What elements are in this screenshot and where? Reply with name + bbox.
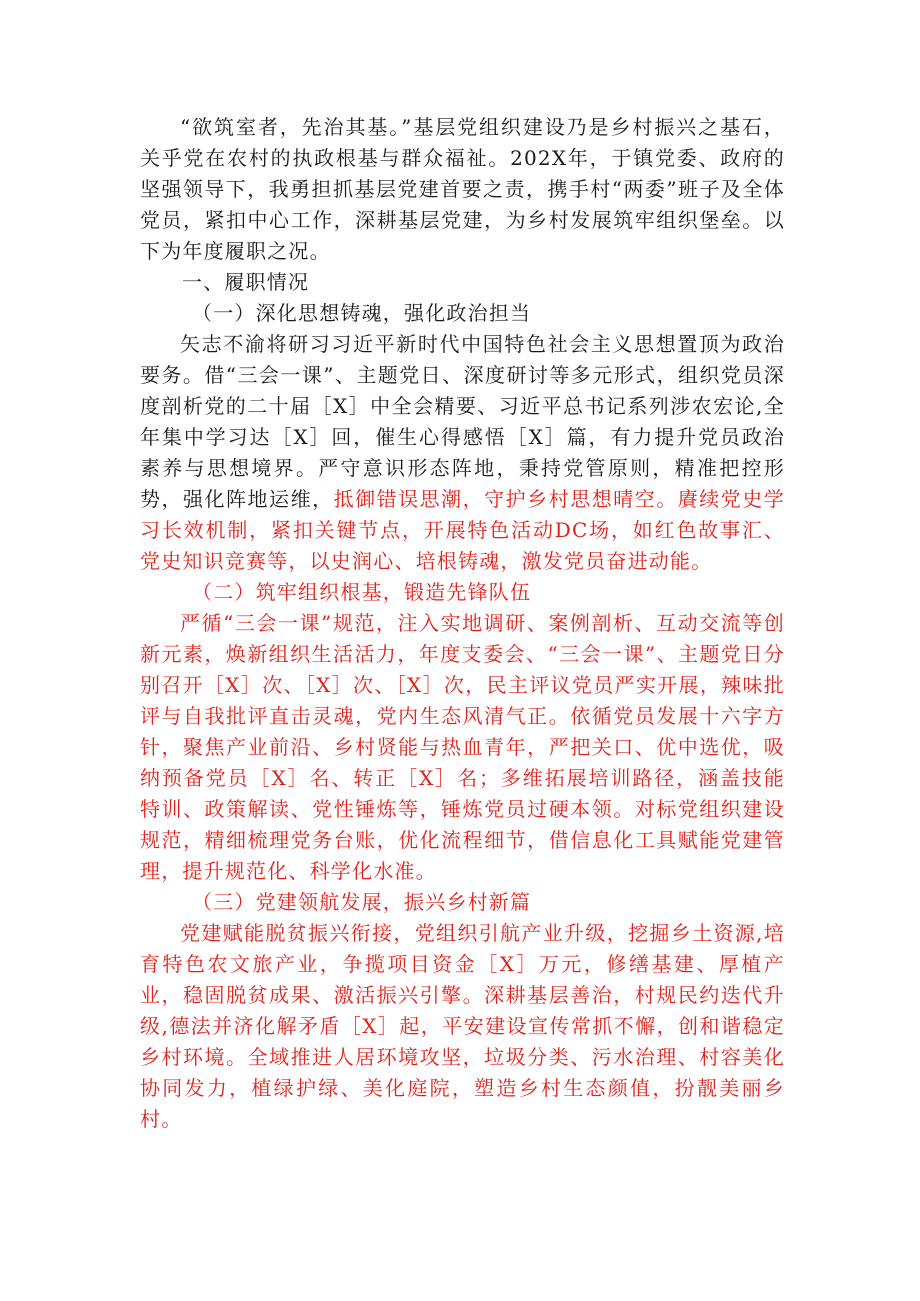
subsection-1-text: 矢志不渝将研习习近平新时代中国特色社会主义思想置顶为政治要务。借“三会一课”、主题党日、深度研讨等多元形式，组织党员深度剖析党的二十届［X］中全会精要、习近平总书记系列涉农宏论,全年集中学习达［X］回，催生心得感悟［X］篇，有力提升党员政治素养与思想境界。严守意识形态阵地，秉持党管原则，精准把控形势，强化阵地运维， (140, 332, 785, 511)
subsection-2-paragraph: 严循“三会一课”规范，注入实地调研、案例剖析、互动交流等创新元素，焕新组织生活活力，年度支委会、“三会一课”、主题党日分别召开［X］次、［X］次、［X］次，民主评议党员严实开展，辣味批评与自我批评直击灵魂，党内生态风清气正。依循党员发展十六字方针，聚焦产业前沿、乡村贤能与热血青年，严把关口、优中选优，吸纳预备党员［X］名、转正［X］名；多维拓展培训路径，涵盖技能特训、政策解读、党性锤炼等，锤炼党员过硬本领。对标党组织建设规范，精细梳理党务台账，优化流程细节，借信息化工具赋能党建管理，提升规范化、科学化水准。 (140, 611, 785, 883)
subsection-3-paragraph: 党建赋能脱贫振兴衔接，党组织引航产业升级，挖掘乡土资源,培育特色农文旅产业，争揽项目资金［X］万元，修缮基建、厚植产业，稳固脱贫成果、激活振兴引擎。深耕基层善治，村规民约迭代升级,德法并济化解矛盾［X］起，平安建设宣传常抓不懈，创和谐稳定乡村环境。全域推进人居环境攻坚，垃圾分类、污水治理、村容美化协同发力，植绿护绿、美化庭院，塑造乡村生态颜值，扮靓美丽乡村。 (140, 921, 785, 1131)
document-body (140, 112, 785, 1135)
subsection-1-highlighted-text: 抵御错误思潮，守护乡村思想晴空。賡续党史学习长效机制，紧扣关键节点，开展特色活动DC场，如红色故事汇、党史知识竞赛等，以史润心、培根铸魂，激发党员奋进动能。 (140, 487, 785, 573)
section-heading-performance: 一、履职情况 (182, 270, 310, 294)
subsection-1-paragraph (140, 329, 785, 577)
subsection-heading-3: （三）党建领航发展，振兴乡村新篇 (192, 890, 532, 914)
subsection-heading-1: （一）深化思想铸魂，强化政治担当 (192, 301, 532, 325)
subsection-heading-2: （二）筑牢组织根基，锻造先锋队伍 (192, 580, 532, 604)
intro-paragraph: “欲筑室者，先治其基。”基层党组织建设乃是乡村振兴之基石，关乎党在农村的执政根基与群众福祉。202X年，于镇党委、政府的坚强领导下，我勇担抓基层党建首要之责，携手村“两委”班子及全体党员，紧扣中心工作，深耕基层党建，为乡村发展筑牢组织堡垒。以下为年度履职之况。 (140, 115, 785, 263)
